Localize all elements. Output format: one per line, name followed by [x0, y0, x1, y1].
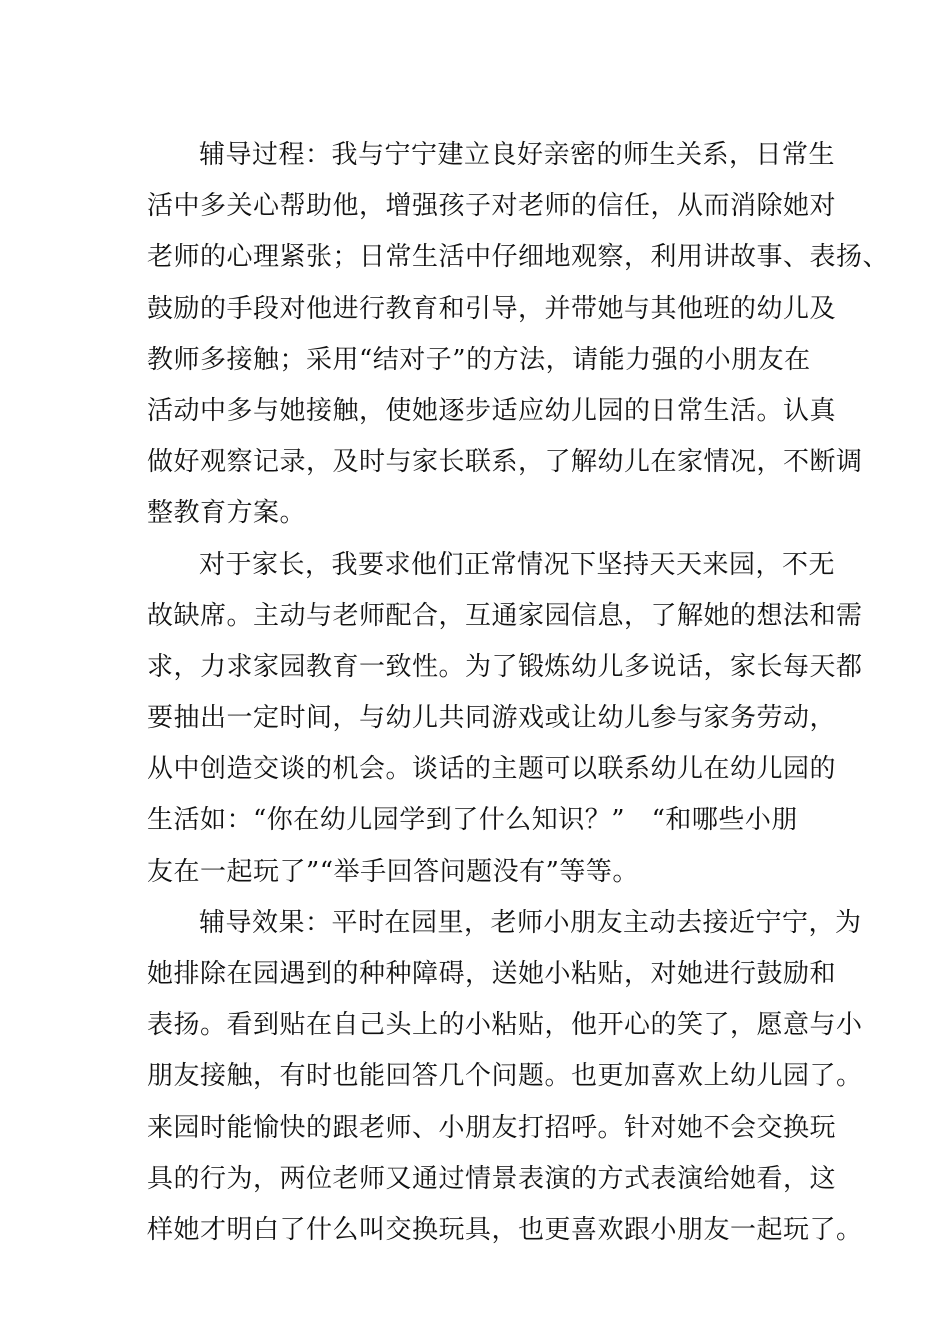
- text-line: 活中多关心帮助他，增强孩子对老师的信任，从而消除她对: [147, 191, 837, 222]
- text-line: 教师多接触；采用“结对子”的方法，请能力强的小朋友在: [147, 344, 811, 375]
- text-line: 整教育方案。: [147, 498, 307, 529]
- text-line: 要抽出一定时间，与幼儿共同游戏或让幼儿参与家务劳动，: [147, 703, 837, 734]
- text-line: 从中创造交谈的机会。谈话的主题可以联系幼儿在幼儿园的: [147, 754, 837, 785]
- text-line: 活动中多与她接触，使她逐步适应幼儿园的日常生活。认真: [147, 395, 837, 426]
- text-line: 求，力求家园教育一致性。为了锻炼幼儿多说话，家长每天都: [147, 651, 863, 682]
- text-line: 具的行为，两位老师又通过情景表演的方式表演给她看，这: [147, 1163, 837, 1194]
- paragraph-counseling-process: [147, 130, 890, 540]
- text-line: 辅导效果：平时在园里，老师小朋友主动去接近宁宁，为: [199, 907, 862, 938]
- text-line: 表扬。看到贴在自己头上的小粘贴，他开心的笑了，愿意与小: [147, 1010, 863, 1041]
- text-line: 朋友接触，有时也能回答几个问题。也更加喜欢上幼儿园了。: [147, 1061, 863, 1092]
- text-line: 辅导过程：我与宁宁建立良好亲密的师生关系，日常生: [199, 140, 836, 170]
- text-line: 生活如：“你在幼儿园学到了什么知识？” “和哪些小朋: [147, 805, 798, 836]
- text-line: 老师的心理紧张；日常生活中仔细地观察，利用讲故事、表扬、: [147, 242, 890, 273]
- text-line: 故缺席。主动与老师配合，互通家园信息，了解她的想法和需: [147, 600, 863, 631]
- paragraph-counseling-effect: [147, 898, 863, 1256]
- text-line: 对于家长，我要求他们正常情况下坚持天天来园，不无: [199, 549, 836, 580]
- text-line: 鼓励的手段对他进行教育和引导，并带她与其他班的幼儿及: [147, 293, 837, 324]
- text-line: 样她才明白了什么叫交换玩具，也更喜欢跟小朋友一起玩了。: [147, 1214, 863, 1245]
- document-body: [147, 130, 890, 1256]
- text-line: 友在一起玩了”“举手回答问题没有”等等。: [147, 856, 639, 887]
- text-line: 来园时能愉快的跟老师、小朋友打招呼。针对她不会交换玩: [147, 1112, 837, 1143]
- paragraph-parents: [147, 540, 863, 898]
- text-line: 她排除在园遇到的种种障碍，送她小粘贴，对她进行鼓励和: [147, 959, 837, 989]
- text-line: 做好观察记录，及时与家长联系，了解幼儿在家情况，不断调: [147, 447, 863, 478]
